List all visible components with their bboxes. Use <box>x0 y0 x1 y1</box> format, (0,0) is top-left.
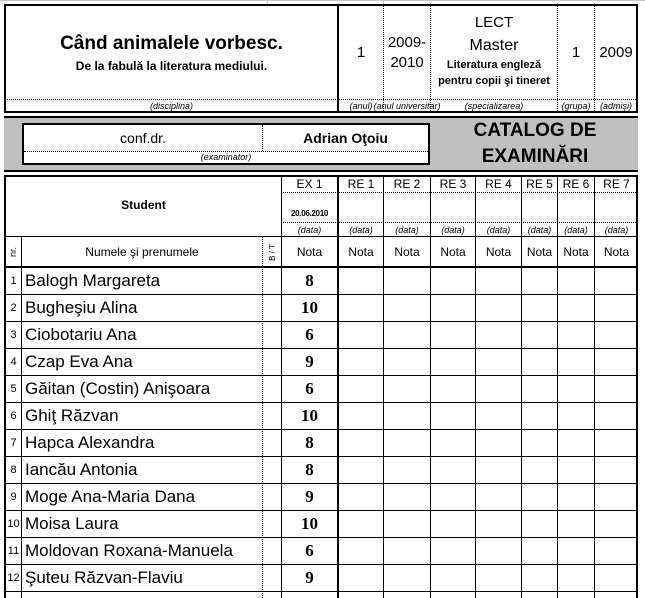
name-header: Numele şi prenumele <box>85 245 199 259</box>
student-name: Balogh Margareta <box>25 271 161 290</box>
catalog-title-line2: EXAMINĂRI <box>481 146 589 167</box>
student-grade: 6 <box>305 541 314 560</box>
student-name: Şuteu Răzvan-Flaviu <box>25 568 183 587</box>
student-grade: 9 <box>305 352 314 371</box>
specialization-label: (specializarea) <box>464 101 524 111</box>
header-row-line <box>281 192 638 193</box>
student-grade: 10 <box>301 298 318 317</box>
student-number: 11 <box>7 545 20 557</box>
year-label: (anul) <box>349 101 373 111</box>
student-grade: 8 <box>305 271 314 290</box>
group-value: 1 <box>571 43 581 61</box>
bt-header-cell <box>263 238 281 266</box>
student-name: Găitan (Costin) Anişoara <box>25 379 211 398</box>
student-grade: 10 <box>301 406 318 425</box>
student-grade: 10 <box>301 514 318 533</box>
grade-header: Nota <box>394 245 420 259</box>
course-label: (disciplina) <box>149 101 193 111</box>
exam-column-label: RE 5 <box>526 177 553 191</box>
academic-year-line1: 2009- <box>387 33 427 51</box>
student-grade: 9 <box>305 568 314 587</box>
exam-date-label: (data) <box>564 224 588 235</box>
student-number: 1 <box>10 275 17 287</box>
exam-date-label: (data) <box>527 224 552 235</box>
student-number: 4 <box>10 356 17 368</box>
header-row-line <box>4 236 638 237</box>
student-number: 12 <box>7 572 20 584</box>
exam-column-label: RE 3 <box>439 177 467 191</box>
academic-year-label: (anul universitar) <box>373 101 441 111</box>
column-line <box>262 237 263 598</box>
admitted-year-label: (admişi) <box>599 101 632 111</box>
exam-date-label: (data) <box>297 224 322 235</box>
student-grade: 8 <box>305 460 314 479</box>
exam-date <box>595 205 638 221</box>
student-name: Ciobotariu Ana <box>25 325 137 344</box>
student-name: Ghiţ Răzvan <box>25 406 119 425</box>
exam-column-label: EX 1 <box>296 177 323 191</box>
exam-date-label: (data) <box>441 224 465 235</box>
exam-column-label: RE 2 <box>393 177 421 191</box>
exam-date <box>476 205 521 221</box>
exam-date-label: (data) <box>604 224 629 235</box>
student-number: 10 <box>7 518 20 530</box>
exam-date-label: (data) <box>395 224 419 235</box>
exam-date <box>558 205 594 221</box>
student-number: 8 <box>10 464 17 476</box>
grade-header: Nota <box>526 245 553 259</box>
academic-year-line2: 2010 <box>390 53 424 71</box>
specialization-line4: pentru copii şi tineret <box>438 75 550 87</box>
grade-header: Nota <box>563 245 589 259</box>
year-value: 1 <box>356 43 366 61</box>
admitted-year-value: 2009 <box>599 43 633 61</box>
column-line <box>21 237 22 598</box>
student-number: 6 <box>10 410 17 422</box>
examiner-label: (examinator) <box>200 152 252 162</box>
bt-header: B / T <box>267 243 277 261</box>
student-name: Moldovan Roxana-Manuela <box>25 541 233 560</box>
exam-column-label: RE 6 <box>562 177 590 191</box>
student-name: Moisa Laura <box>25 514 119 533</box>
student-name: Hapca Alexandra <box>25 433 155 452</box>
gridline <box>0 0 645 1</box>
nr-header-cell <box>5 238 21 266</box>
student-name: Czap Eva Ana <box>25 352 133 371</box>
student-number: 5 <box>10 383 17 395</box>
grade-header: Nota <box>440 245 466 259</box>
student-grade: 6 <box>305 325 314 344</box>
grade-header: Nota <box>296 245 323 259</box>
exam-date-label: (data) <box>486 224 511 235</box>
specialization-line2: Master <box>469 37 519 54</box>
grade-header: Nota <box>603 245 630 259</box>
student-grade: 6 <box>305 379 314 398</box>
exam-date: 20.06.2010 <box>290 208 329 218</box>
exam-column-label: RE 1 <box>347 177 375 191</box>
exam-column-label: RE 4 <box>485 177 512 191</box>
exam-date <box>384 205 430 221</box>
examiner-title: conf.dr. <box>120 130 166 146</box>
student-number: 2 <box>10 302 17 314</box>
grade-header: Nota <box>348 245 374 259</box>
student-grade: 8 <box>305 433 314 452</box>
student-grade: 9 <box>305 487 314 506</box>
student-header: Student <box>121 198 166 212</box>
row-divider <box>4 591 638 592</box>
exam-date <box>431 205 475 221</box>
course-title: Când animalele vorbesc. <box>60 33 283 54</box>
specialization-line1: LECT <box>474 13 514 31</box>
catalog-title-line1: CATALOG DE <box>473 120 597 141</box>
specialization-line3: Literatura engleză <box>446 59 542 71</box>
student-name: Iancău Antonia <box>25 460 138 479</box>
grade-header: Nota <box>485 245 512 259</box>
exam-date <box>522 205 557 221</box>
nr-header: nr. <box>7 246 18 258</box>
exam-date <box>339 205 383 221</box>
student-name: Bugheşiu Alina <box>25 298 138 317</box>
course-subtitle: De la fabulă la literatura mediului. <box>75 59 268 73</box>
examiner-name: Adrian Oţoiu <box>303 130 388 146</box>
exam-date-label: (data) <box>349 224 373 235</box>
exam-column-label: RE 7 <box>603 177 630 191</box>
student-name: Moge Ana-Maria Dana <box>25 487 196 506</box>
student-number: 3 <box>10 329 17 341</box>
group-label: (grupa) <box>561 101 591 111</box>
student-number: 9 <box>10 491 17 503</box>
student-number: 7 <box>10 437 17 449</box>
